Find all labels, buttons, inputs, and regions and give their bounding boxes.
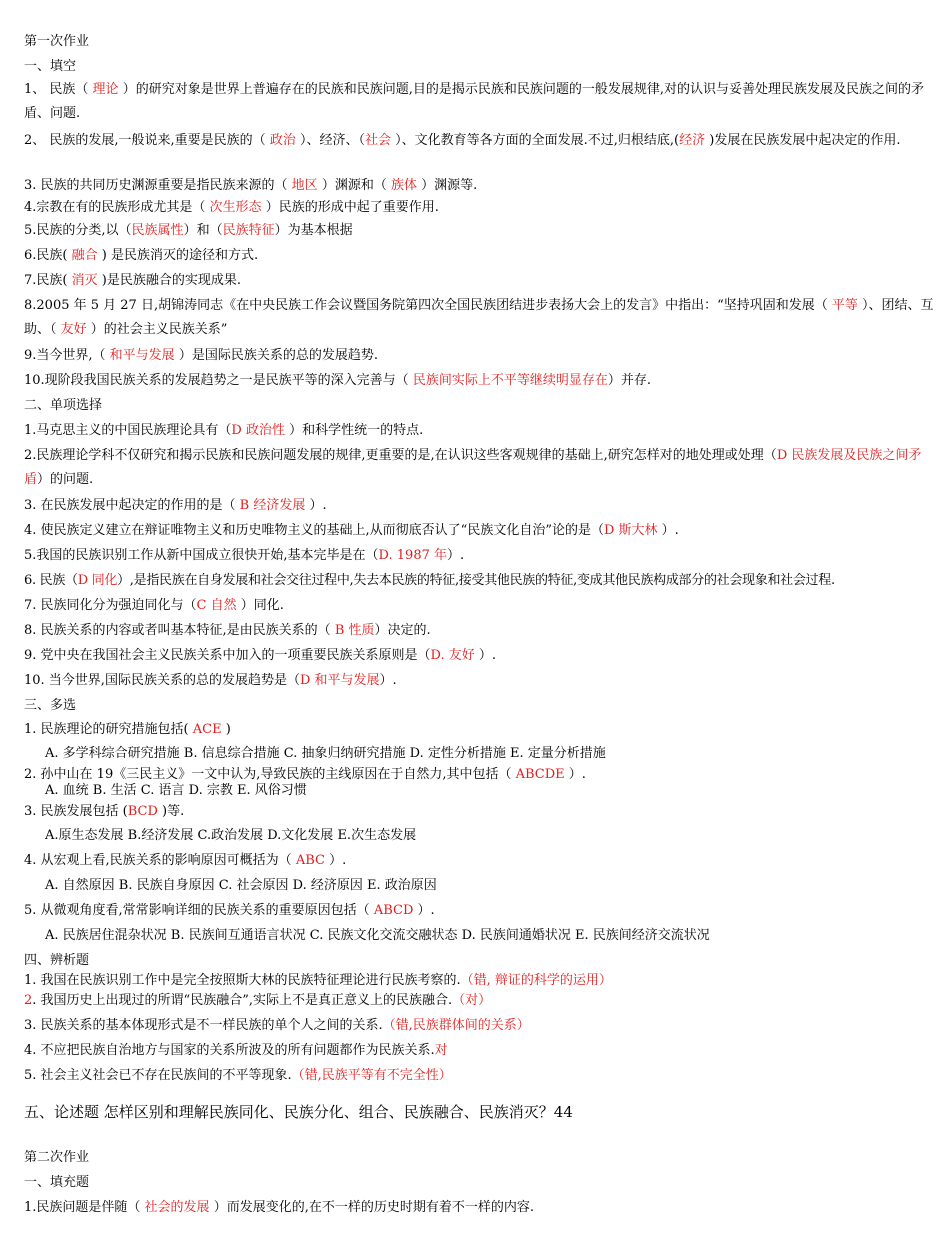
answer: （错,民族群体间的关系） xyxy=(382,1018,530,1033)
fill-question-10: 10.现阶段我国民族关系的发展趋势之一是民族平等的深入完善与（ 民族间实际上不平等继续明显存在）并存. xyxy=(24,373,651,388)
fill-question-3: 3. 民族的共同历史渊源重要是指民族来源的（ 地区 ）渊源和（ 族体 ）渊源等. xyxy=(24,178,478,193)
judge-question-1: 1. 我国在民族识别工作中是完全按照斯大林的民族特征理论进行民族考察的.（错, 辩证的科学的运用） xyxy=(24,973,612,988)
answer: D 民族发展及民族之间矛盾 xyxy=(24,448,922,487)
answer: 消灭 xyxy=(71,273,98,288)
answer: 政治 xyxy=(269,133,296,148)
fill-question-7: 7.民族( 消灭 )是民族融合的实现成果. xyxy=(24,273,241,288)
answer: BCD xyxy=(127,804,158,819)
answer: ABC xyxy=(295,853,325,868)
multi-options-2: A. 血统 B. 生活 C. 语言 D. 宗教 E. 风俗习惯 xyxy=(45,783,307,798)
multi-options-3: A.原生态发展 B.经济发展 C.政治发展 D.文化发展 E.次生态发展 xyxy=(45,828,417,843)
answer: B 性质 xyxy=(334,623,375,638)
fill-question-6: 6.民族( 融合 ) 是民族消灭的途径和方式. xyxy=(24,248,259,263)
judge-question-4: 4. 不应把民族自治地方与国家的关系所波及的所有问题都作为民族关系.对 xyxy=(24,1043,448,1058)
answer: 和平与发展 xyxy=(109,348,175,363)
answer: D 同化 xyxy=(77,573,118,588)
single-question-2: 2.民族理论学科不仅研究和揭示民族和民族问题发展的规律,更重要的是,在认识这些客观规律的基础上,研究怎样对的地处理或处理（D 民族发展及民族之间矛盾）的问题. xyxy=(24,448,922,487)
answer: 族体 xyxy=(390,178,417,193)
answer: 民族属性 xyxy=(131,223,184,238)
section-fill-header: 一、填空 xyxy=(24,59,77,74)
single-question-10: 10. 当今世界,国际民族关系的总的发展趋势是（D 和平与发展）. xyxy=(24,673,397,688)
answer: 社会 xyxy=(364,133,391,148)
answer: D 斯大林 xyxy=(603,523,658,538)
homework-title-2: 第二次作业 xyxy=(24,1150,90,1165)
answer: 平等 xyxy=(831,298,858,313)
single-question-7: 7. 民族同化分为强迫同化与（C 自然 ）同化. xyxy=(24,598,284,613)
answer: 民族间实际上不平等继续明显存在 xyxy=(412,373,608,388)
answer: 经济 xyxy=(679,133,706,148)
section-multi-header: 三、多选 xyxy=(24,698,77,713)
single-question-5: 5.我国的民族识别工作从新中国成立很快开始,基本完毕是在（D. 1987 年）. xyxy=(24,548,465,563)
answer: 融合 xyxy=(71,248,98,263)
multi-question-5: 5. 从微观角度看,常常影响详细的民族关系的重要原因包括（ ABCD ）. xyxy=(24,903,435,918)
question-number: 2 xyxy=(24,993,33,1008)
answer: D 政治性 xyxy=(231,423,285,438)
homework-title-1: 第一次作业 xyxy=(24,34,90,49)
answer: 地区 xyxy=(291,178,318,193)
single-question-6: 6. 民族（D 同化）,是指民族在自身发展和社会交往过程中,失去本民族的特征,接受其他民族的特征,变成其他民族构成部分的社会现象和社会过程. xyxy=(24,573,835,588)
answer: ABCDE xyxy=(515,767,565,782)
multi-question-4: 4. 从宏观上看,民族关系的影响原因可概括为（ ABC ）. xyxy=(24,853,347,868)
answer: 友好 xyxy=(60,322,87,337)
answer: （对） xyxy=(452,993,492,1008)
multi-options-1: A. 多学科综合研究措施 B. 信息综合措施 C. 抽象归纳研究措施 D. 定性分析措施 E. 定量分析措施 xyxy=(45,746,606,761)
answer: （错, 辩证的科学的运用） xyxy=(460,973,612,988)
answer: ACE xyxy=(192,722,222,737)
single-question-9: 9. 党中央在我国社会主义民族关系中加入的一项重要民族关系原则是（D. 友好 ）. xyxy=(24,648,497,663)
judge-question-5: 5. 社会主义社会已不存在民族间的不平等现象.（错,民族平等有不完全性） xyxy=(24,1068,452,1083)
answer: ABCD xyxy=(373,903,414,918)
single-question-8: 8. 民族关系的内容或者叫基本特征,是由民族关系的（ B 性质）决定的. xyxy=(24,623,431,638)
fill-question-8: 8.2005 年 5 月 27 日,胡锦涛同志《在中央民族工作会议暨国务院第四次全国民族团结进步表扬大会上的发言》中指出：“坚持巩固和发展（ 平等 ）、团结、互助、（ 友好 ）的社会主义民族关系” xyxy=(24,298,934,337)
multi-options-4: A. 自然原因 B. 民族自身原因 C. 社会原因 D. 经济原因 E. 政治原因 xyxy=(45,878,437,893)
single-question-3: 3. 在民族发展中起决定的作用的是（ B 经济发展 ）. xyxy=(24,498,327,513)
single-question-1: 1.马克思主义的中国民族理论具有（D 政治性 ）和科学性统一的特点. xyxy=(24,423,424,438)
fill-question-1: 1、 民族（ 理论 ）的研究对象是世界上普遍存在的民族和民族问题,目的是揭示民族和民族问题的一般发展规律,对的认识与妥善处理民族发展及民族之间的矛盾、问题. xyxy=(24,82,924,121)
answer: D. 1987 年 xyxy=(378,548,447,563)
answer: 社会的发展 xyxy=(144,1200,210,1215)
judge-question-2: 2. 我国历史上出现过的所谓“民族融合”,实际上不是真正意义上的民族融合.（对） xyxy=(24,993,492,1008)
fill2-question-1: 1.民族问题是伴随（ 社会的发展 ）而发展变化的,在不一样的历史时期有着不一样的内容. xyxy=(24,1200,534,1215)
fill-question-4: 4.宗教在有的民族形成尤其是（ 次生形态 ）民族的形成中起了重要作用. xyxy=(24,200,439,215)
single-question-4: 4. 使民族定义建立在辩证唯物主义和历史唯物主义的基础上,从而彻底否认了“民族文化自治”论的是（D 斯大林 ）. xyxy=(24,523,679,538)
fill-question-2: 2、 民族的发展,一般说来,重要是民族的（ 政治 ）、经济、（社会 ）、文化教育等各方面的全面发展.不过,归根结底,(经济 )发展在民族发展中起决定的作用. xyxy=(24,133,901,148)
multi-question-3: 3. 民族发展包括 (BCD )等. xyxy=(24,804,185,819)
judge-question-3: 3. 民族关系的基本体现形式是不一样民族的单个人之间的关系.（错,民族群体间的关系） xyxy=(24,1018,530,1033)
answer: C 自然 xyxy=(196,598,237,613)
fill-question-9: 9.当今世界,（ 和平与发展 ）是国际民族关系的总的发展趋势. xyxy=(24,348,378,363)
multi-question-1: 1. 民族理论的研究措施包括( ACE ) xyxy=(24,722,231,737)
section-judge-header: 四、辨析题 xyxy=(24,953,90,968)
answer: D. 友好 xyxy=(430,648,475,663)
answer: （错,民族平等有不完全性） xyxy=(291,1068,452,1083)
multi-options-5: A. 民族居住混杂状况 B. 民族间互通语言状况 C. 民族文化交流交融状态 D. 民族间通婚状况 E. 民族间经济交流状况 xyxy=(45,928,710,943)
answer: D 和平与发展 xyxy=(299,673,380,688)
section-fill2-header: 一、填充题 xyxy=(24,1175,90,1190)
fill-question-5: 5.民族的分类,以（民族属性）和（民族特征）为基本根据 xyxy=(24,223,353,238)
answer: 对 xyxy=(434,1043,448,1058)
answer: 理论 xyxy=(92,82,119,97)
answer: 民族特征 xyxy=(222,223,275,238)
answer: B 经济发展 xyxy=(239,498,306,513)
section-single-header: 二、单项选择 xyxy=(24,398,103,413)
multi-question-2: 2. 孙中山在 19《三民主义》一文中认为,导致民族的主线原因在于自然力,其中包括（ ABCDE ）. xyxy=(24,767,586,782)
section-essay: 五、论述题 怎样区别和理解民族同化、民族分化、组合、民族融合、民族消灭？44 xyxy=(24,1103,573,1121)
answer: 次生形态 xyxy=(209,200,262,215)
